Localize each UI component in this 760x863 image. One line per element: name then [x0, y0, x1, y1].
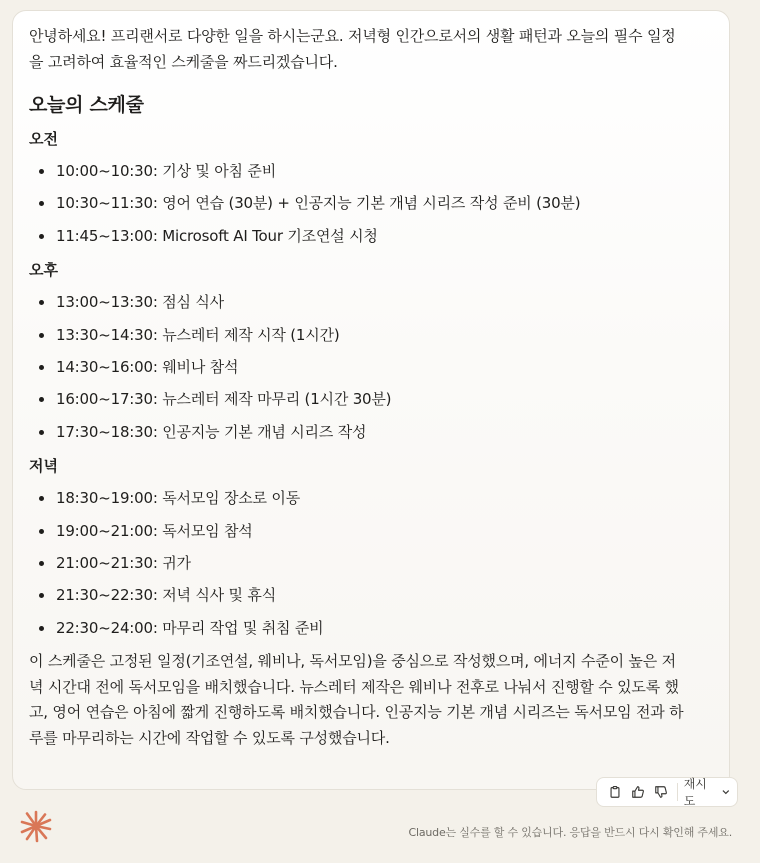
- retry-button[interactable]: [684, 775, 731, 809]
- clipboard-icon: [608, 785, 622, 799]
- footer-disclaimer: Claude는 실수를 할 수 있습니다. 응답을 반드시 다시 확인해 주세요.: [408, 826, 732, 839]
- section-title-afternoon: 오후: [29, 261, 58, 280]
- list-item: 19:00~21:00: 독서모임 참석: [56, 520, 685, 542]
- list-item: 22:30~24:00: 마무리 작업 및 취침 준비: [56, 617, 685, 639]
- list-item: 16:00~17:30: 뉴스레터 제작 마무리 (1시간 30분): [56, 388, 685, 410]
- evening-list: [29, 487, 685, 639]
- list-item: 13:30~14:30: 뉴스레터 제작 시작 (1시간): [56, 324, 685, 346]
- thumbs-down-icon: [654, 785, 668, 799]
- message-intro: 안녕하세요! 프리랜서로 다양한 일을 하시는군요. 저녁형 인간으로서의 생활 패턴과 오늘의 필수 일정을 고려하여 효율적인 스케줄을 짜드리겠습니다.: [29, 27, 676, 71]
- retry-label: 재시도: [683, 777, 707, 808]
- afternoon-list: [29, 291, 685, 443]
- schedule-heading: 오늘의 스케줄: [29, 94, 144, 116]
- chevron-down-icon: [721, 787, 731, 797]
- list-item: 13:00~13:30: 점심 식사: [56, 291, 685, 313]
- list-item: 10:00~10:30: 기상 및 아침 준비: [56, 160, 685, 182]
- list-item: 11:45~13:00: Microsoft AI Tour 기조연설 시청: [56, 225, 685, 247]
- list-item: 14:30~16:00: 웨비나 참석: [56, 356, 685, 378]
- actions-divider: [677, 783, 678, 801]
- message-closing: 이 스케줄은 고정된 일정(기조연설, 웨비나, 독서모임)을 중심으로 작성했으며, 에너지 수준이 높은 저녁 시간대 전에 독서모임을 배치했습니다. 뉴스레터 제작은 웨비나 전후로 나눠서 진행할 수 있도록 했고, 영어 연습은 아침에 짧게 진행하도록 배치했습니다. 인공지능 기본 개념 시리즈는 독서모임 전과 하루를 마무리하는 시간에 작업할 수 있도록 구성했습니다.: [29, 652, 684, 747]
- list-item: 21:00~21:30: 귀가: [56, 552, 685, 574]
- assistant-message: [12, 10, 730, 790]
- section-title-morning: 오전: [29, 130, 58, 148]
- list-item: 18:30~19:00: 독서모임 장소로 이동: [56, 487, 685, 509]
- like-button[interactable]: [626, 780, 649, 804]
- list-item: 21:30~22:30: 저녁 식사 및 휴식: [56, 584, 685, 606]
- list-item: 10:30~11:30: 영어 연습 (30분) + 인공지능 기본 개념 시리즈 작성 준비 (30분): [56, 192, 685, 214]
- claude-logo-icon: [19, 809, 53, 843]
- section-title-evening: 저녁: [29, 457, 58, 476]
- thumbs-up-icon: [631, 785, 645, 799]
- copy-button[interactable]: [603, 780, 626, 804]
- dislike-button[interactable]: [650, 780, 673, 804]
- morning-list: [29, 160, 685, 247]
- list-item: 17:30~18:30: 인공지능 기본 개념 시리즈 작성: [56, 421, 685, 443]
- message-actions: [596, 777, 738, 807]
